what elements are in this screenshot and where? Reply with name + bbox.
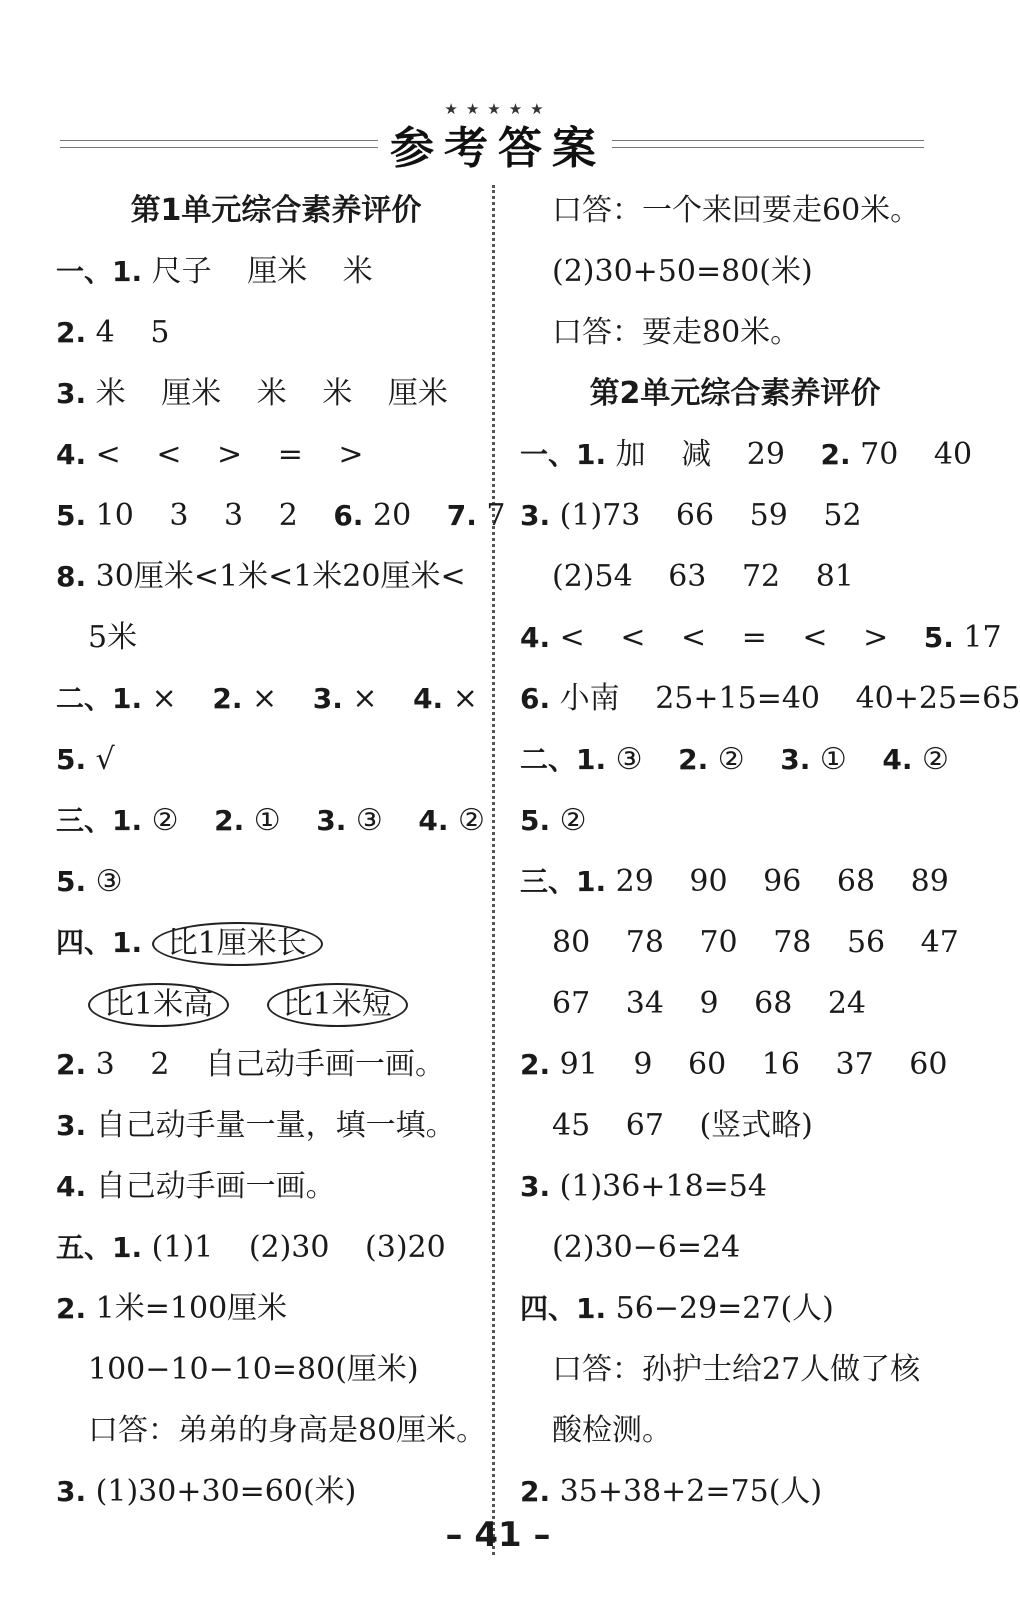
- answer-line: 口答：弟弟的身高是80厘米。: [88, 1413, 487, 1448]
- answer-line: 一、1. 加 减 29 2. 70 40: [520, 437, 973, 472]
- oval-answer: 比1米高: [88, 983, 229, 1027]
- answer-line: 二、1. × 2. × 3. × 4. ×: [56, 681, 478, 716]
- answer-line: 5. ②: [520, 803, 587, 838]
- oval-answer: 比1米短: [267, 983, 408, 1027]
- answer-line: 6. 小南 25+15=40 40+25=65: [520, 681, 1020, 716]
- answer-line: (2)30+50=80(米): [552, 254, 813, 289]
- right-column: [520, 180, 1020, 1522]
- answer-line: 3. (1)36+18=54: [520, 1169, 767, 1204]
- answer-line: 三、1. 29 90 96 68 89: [520, 864, 949, 899]
- answer-line: (2)54 63 72 81: [552, 559, 854, 594]
- answer-line: 酸检测。: [552, 1413, 672, 1448]
- answer-line: 5. 10 3 3 2 6. 20 7. 7: [56, 498, 506, 533]
- answer-line: 5. ③: [56, 864, 123, 899]
- answer-line: 3. 米 厘米 米 米 厘米: [56, 376, 448, 411]
- answer-line: 5米: [88, 620, 138, 655]
- answer-line: 45 67 (竖式略): [552, 1108, 813, 1143]
- answer-line: 五、1. (1)1 (2)30 (3)20: [56, 1230, 446, 1265]
- answer-line: 3. (1)30+30=60(米): [56, 1474, 357, 1509]
- answer-line: 4. < < > = >: [56, 437, 364, 472]
- answer-line: 4. < < < = < > 5. 17: [520, 620, 1002, 655]
- answer-line: 3. (1)73 66 59 52: [520, 498, 862, 533]
- oval-answer: 比1厘米长: [152, 922, 323, 966]
- page-number: – 41 –: [445, 1515, 551, 1555]
- section-heading-unit2: 第2单元综合素养评价: [589, 376, 881, 411]
- answer-line: 8. 30厘米<1米<1米20厘米<: [56, 559, 466, 594]
- answer-line: (2)30−6=24: [552, 1230, 741, 1265]
- answer-line: 二、1. ③ 2. ② 3. ① 4. ②: [520, 742, 949, 777]
- answer-line: 5. √: [56, 742, 115, 777]
- answer-line: [56, 973, 496, 1034]
- title-rule-right: [612, 140, 924, 148]
- answer-line: 2. 4 5: [56, 315, 170, 350]
- answer-line: 四、1. 比1厘米长: [56, 912, 496, 973]
- page-title: 参考答案: [390, 123, 606, 174]
- answer-line: 口答：要走80米。: [552, 315, 801, 350]
- answer-line: 2. 1米=100厘米: [56, 1291, 288, 1326]
- left-column: [56, 180, 506, 1522]
- answer-line: 100−10−10=80(厘米): [88, 1352, 419, 1387]
- section-heading-unit1: 第1单元综合素养评价: [130, 193, 422, 228]
- answer-line: 2. 91 9 60 16 37 60: [520, 1047, 948, 1082]
- star-decoration: ★★★★★: [444, 100, 552, 118]
- answer-line: 四、1. 56−29=27(人): [520, 1291, 834, 1326]
- answer-line: 4. 自己动手画一画。: [56, 1169, 336, 1204]
- answer-line: 2. 3 2 自己动手画一画。: [56, 1047, 445, 1082]
- page-header: [0, 100, 996, 174]
- answer-line: 67 34 9 68 24: [552, 986, 867, 1021]
- answer-line: 口答：一个来回要走60米。: [552, 193, 921, 228]
- answer-line: 80 78 70 78 56 47: [552, 925, 959, 960]
- answer-line: 三、1. ② 2. ① 3. ③ 4. ②: [56, 803, 485, 838]
- answer-line: 2. 35+38+2=75(人): [520, 1474, 823, 1509]
- answer-line: 一、1. 尺子 厘米 米: [56, 254, 373, 289]
- answer-line: 口答：孙护士给27人做了核: [552, 1352, 921, 1387]
- answer-line: 3. 自己动手量一量，填一填。: [56, 1108, 456, 1143]
